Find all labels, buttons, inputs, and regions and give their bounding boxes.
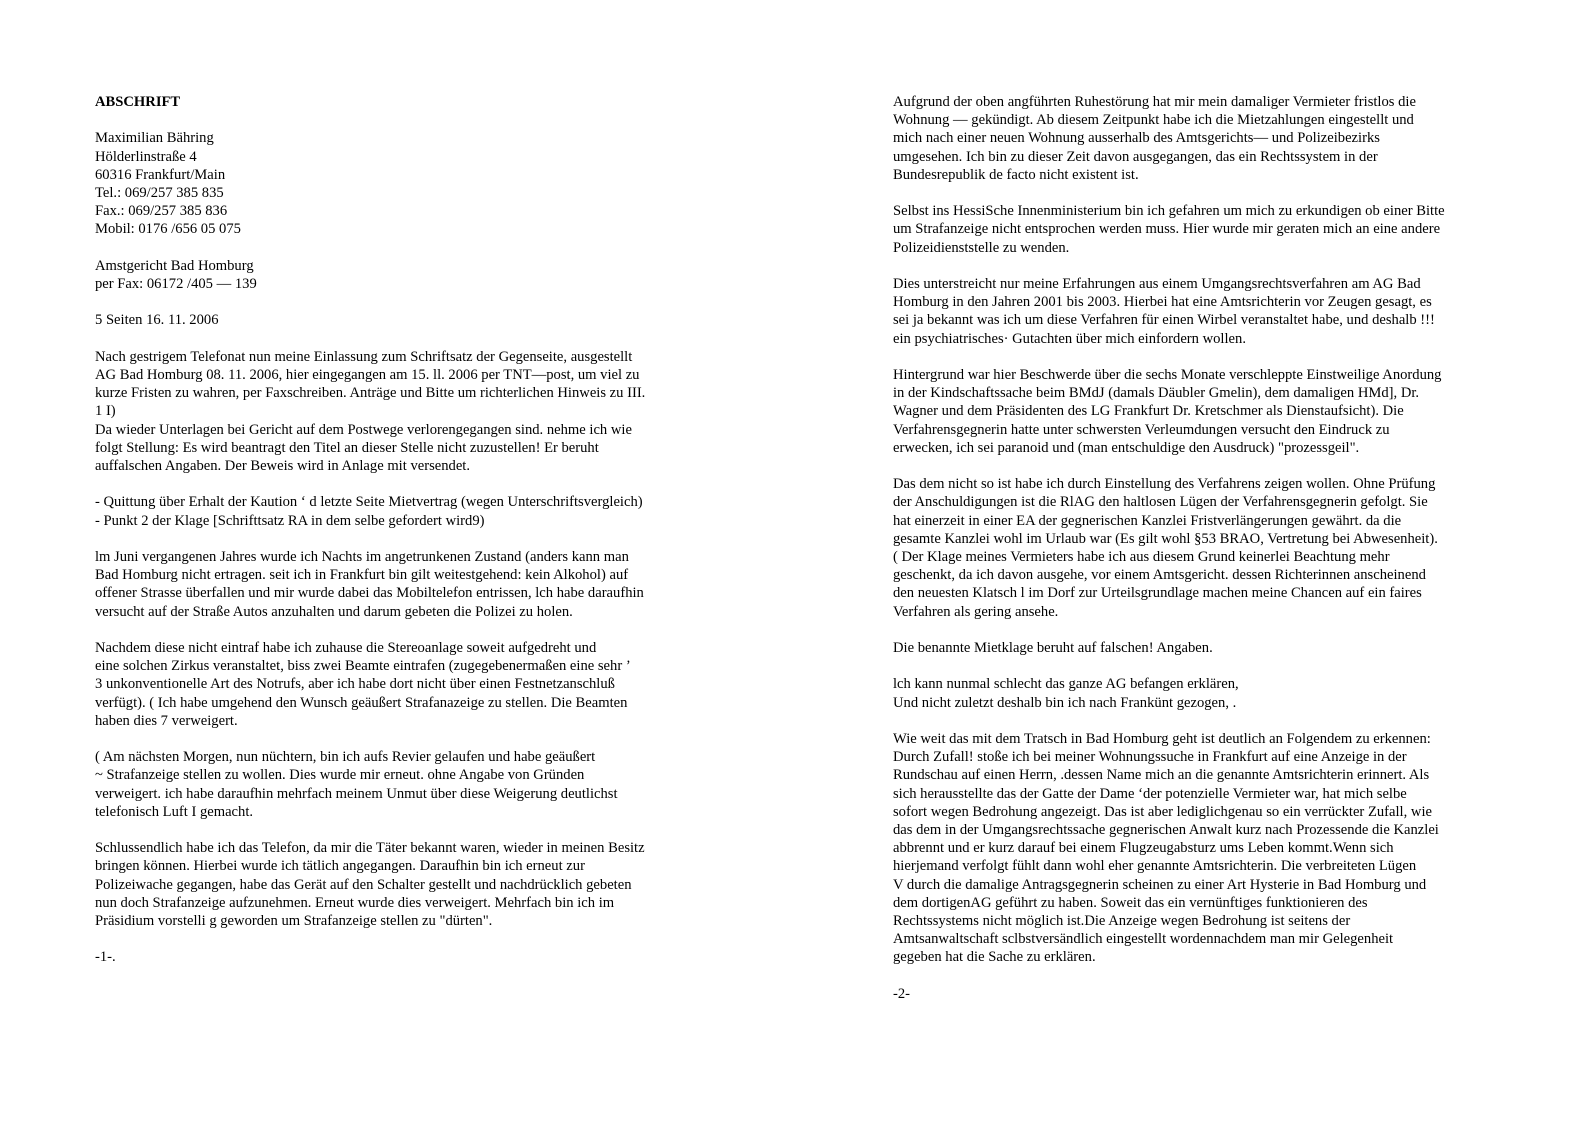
text-line: Präsidium vorstelli g geworden um Strafanzeige stellen zu "dürten". xyxy=(95,913,493,929)
text-line: erwecken, ich sei paranoid und (man entschuldige den Ausdruck) "prozessgeil". xyxy=(893,439,1360,456)
text-line: Das dem nicht so ist habe ich durch Einstellung des Verfahrens zeigen wollen. Ohne Prüfung xyxy=(893,476,1436,493)
recipient-name: Amstgericht Bad Homburg xyxy=(95,257,254,274)
text-line: sich herausstellte das der Gatte der Dame ‘der potenzielle Vermieter war, hat mich selbe xyxy=(893,785,1407,802)
text-line: 3 unkonventionelle Art des Notrufs, aber ich habe dort nicht über einen Festnetzanschluß xyxy=(95,676,615,693)
text-line: telefonisch Luft I gemacht. xyxy=(95,803,254,820)
text-line: Wie weit das mit dem Tratsch in Bad Homburg geht ist deutlich an Folgendem zu erkennen: xyxy=(893,731,1431,747)
text-line: in der Kindschaftssache beim BMdJ (damals Däubler Gmelin), dem damaligen HMd], Dr. xyxy=(893,385,1420,402)
sender-fax: Fax.: 069/257 385 836 xyxy=(95,203,228,220)
text-line: der Anschuldigungen ist die RlAG den haltlosen Lügen der Verfahrensgegnerin gefolgt. Sie xyxy=(893,494,1428,511)
paragraph xyxy=(893,275,1533,348)
text-line: Verfahren als gering ansehe. xyxy=(893,603,1059,620)
sender-street: Hölderlinstraße 4 xyxy=(95,148,197,165)
text-line: Polizeidienststelle zu wenden. xyxy=(893,239,1070,256)
text-line: Aufgrund der oben angführten Ruhestörung hat mir mein damaliger Vermieter fristlos die xyxy=(893,94,1416,110)
paragraph xyxy=(95,548,715,621)
text-line: gegeben hat die Sache zu erklären. xyxy=(893,949,1096,966)
text-line: 1 I) xyxy=(95,403,116,420)
text-line: Wohnung — gekündigt. Ab diesem Zeitpunkt habe ich die Mietzahlungen eingestellt und xyxy=(893,112,1414,129)
paragraph xyxy=(95,639,715,730)
text-line: den neuesten Klatsch l im Dorf zur Urteilsgrundlage machen meine Chancen auf ein faires xyxy=(893,585,1422,602)
page-number-text: -1-. xyxy=(95,949,116,966)
list-item: - Punkt 2 der Klage [Schrifttsatz RA in dem selbe gefordert wird9) xyxy=(95,512,485,529)
enclosure-list xyxy=(95,493,715,529)
document-heading xyxy=(95,93,715,111)
text-line: mich nach einer neuen Wohnung ausserhalb des Amtsgerichts— und Polizeibezirks xyxy=(893,130,1380,147)
paragraph xyxy=(893,475,1533,621)
text-line: versucht auf der Straße Autos anzuhalten und darum gebeten die Polizei zu holen. xyxy=(95,603,573,620)
recipient-fax: per Fax: 06172 /405 — 139 xyxy=(95,276,257,292)
text-line: das dem in der Umgangsrechtssache gegnerischen Anwalt kurz nach Prozessende die Kanzlei xyxy=(893,822,1439,839)
recipient-address xyxy=(95,257,715,293)
text-line: V durch die damalige Antragsgegnerin scheinen zu einer Art Hysterie in Bad Homburg und xyxy=(893,876,1427,893)
text-line: ~ Strafanzeige stellen zu wollen. Dies wurde mir erneut. ohne Angabe von Gründen xyxy=(95,767,585,784)
text-line: AG Bad Homburg 08. 11. 2006, hier eingegangen am 15. ll. 2006 per TNT—post, um viel zu xyxy=(95,366,640,383)
text-line: Polizeiwache gegangen, habe das Gerät auf den Schalter gestellt und nachdrücklich gebeten xyxy=(95,876,632,893)
text-line: Schlussendlich habe ich das Telefon, da mir die Täter bekannt waren, wieder in meinen Besitz xyxy=(95,840,645,857)
text-line: Die benannte Mietklage beruht auf falschen! Angaben. xyxy=(893,640,1213,657)
text-line: sei ja bekannt was ich um diese Verfahren für einen Wirbel veranstaltet habe, und deshalb !!! xyxy=(893,312,1435,329)
sender-mobile: Mobil: 0176 /656 05 075 xyxy=(95,221,241,238)
text-line: Und nicht zuletzt deshalb bin ich nach Frankünt gezogen, . xyxy=(893,694,1237,711)
sender-phone: Tel.: 069/257 385 835 xyxy=(95,185,224,201)
text-line: bringen können. Hierbei wurde ich tätlich angegangen. Daraufhin bin ich erneut zur xyxy=(95,858,585,875)
text-line: hierjemand verfolgt fühlt dann wohl eher genannte Amtsrichterin. Die verbreiteten Lügen xyxy=(893,858,1417,875)
paragraph xyxy=(893,202,1533,257)
sender-name: Maximilian Bähring xyxy=(95,130,214,147)
text-line: gesamte Kanzlei wohl im Urlaub war (Es gilt wohl §53 BRAO, Vertretung bei Abwesenheit). xyxy=(893,530,1438,547)
text-line: ein psychiatrisches· Gutachten über mich einfordern wollen. xyxy=(893,330,1246,347)
text-line: offener Strasse überfallen und mir wurde dabei das Mobiltelefon entrissen, lch habe daraufhin xyxy=(95,585,644,602)
text-line: Bundesrepublik de facto nicht existent ist. xyxy=(893,166,1139,183)
sender-address xyxy=(95,129,715,238)
text-line: Homburg in den Jahren 2001 bis 2003. Hierbei hat eine Amtsrichterin vor Zeugen gesagt, es xyxy=(893,294,1432,311)
paragraph xyxy=(893,93,1533,184)
text-line: Verfahrensgegnerin hatte unter schwersten Verleumdungen versucht den Eindruck zu xyxy=(893,421,1390,438)
text-line: Bad Homburg nicht ertragen. seit ich in Frankfurt bin gilt weitestgehend: kein Alkohol) auf xyxy=(95,567,629,584)
text-line: sofort wegen Bedrohung angezeigt. Das ist aber lediglichgenau so ein verrückter Zufall, wie xyxy=(893,803,1432,820)
text-line: kurze Fristen zu wahren, per Faxschreiben. Anträge und Bitte um richterlichen Hinweis zu III. xyxy=(95,385,646,402)
text-line: eine solchen Zirkus veranstaltet, biss zwei Beamte eintrafen (zugegebenermaßen eine sehr ’ xyxy=(95,658,631,675)
date-text: 5 Seiten 16. 11. 2006 xyxy=(95,312,219,329)
sender-city: 60316 Frankfurt/Main xyxy=(95,166,226,183)
text-line: verweigert. ich habe daraufhin mehrfach meinem Unmut über diese Weigerung deutlichst xyxy=(95,785,618,802)
text-line: dem dortigenAG geführt zu haben. Soweit das ein vernünftiges funktionieren des xyxy=(893,894,1368,911)
text-line: auffalschen Angaben. Der Beweis wird in Anlage mit versendet. xyxy=(95,458,471,474)
document-page-2 xyxy=(893,93,1533,1021)
paragraph xyxy=(893,639,1533,657)
text-line: Hintergrund war hier Beschwerde über die sechs Monate verschleppte Einstweilige Anordung xyxy=(893,367,1442,383)
paragraph xyxy=(95,348,715,475)
date-line xyxy=(95,311,715,329)
page-number xyxy=(893,985,1533,1003)
text-line: lch kann nunmal schlecht das ganze AG befangen erklären, xyxy=(893,676,1239,693)
paragraph xyxy=(95,839,715,930)
text-line: Durch Zufall! stoße ich bei meiner Wohnungssuche in Frankfurt auf eine Anzeige in der xyxy=(893,749,1407,766)
text-line: Dies unterstreicht nur meine Erfahrungen aus einem Umgangsrechtsverfahren am AG Bad xyxy=(893,276,1421,292)
paragraph xyxy=(893,675,1533,711)
text-line: folgt Stellung: Es wird beantragt den Titel an dieser Stelle nicht zuzustellen! Er beruht xyxy=(95,439,599,456)
text-line: Amtsanwaltschaft sclbstversändlich eingestellt wordennachdem man mir Gelegenheit xyxy=(893,931,1394,948)
text-line: verfügt). ( Ich habe umgehend den Wunsch geäußert Strafanazeige zu stellen. Die Beamten xyxy=(95,694,628,711)
text-line: Nach gestrigem Telefonat nun meine Einlassung zum Schriftsatz der Gegenseite, ausgestellt xyxy=(95,348,633,365)
text-line: hat einerzeit in einer EA der gegnerischen Kanzlei Fristverlängerungen gewährt. da die xyxy=(893,512,1402,529)
page-number-text: -2- xyxy=(893,985,911,1002)
heading-text: ABSCHRIFT xyxy=(95,94,181,110)
list-item: - Quittung über Erhalt der Kaution ‘ d letzte Seite Mietvertrag (wegen Unterschriftsvergleich) xyxy=(95,494,643,511)
text-line: Da wieder Unterlagen bei Gericht auf dem Postwege verlorengegangen sind. nehme ich wie xyxy=(95,421,632,438)
page-number xyxy=(95,948,715,966)
text-line: abbrennt und er kurz darauf bei einem Flugzeugabsturz ums Leben kommt.Wenn sich xyxy=(893,840,1394,857)
text-line: haben dies 7 verweigert. xyxy=(95,712,238,729)
text-line: Rechtssystems nicht möglich ist.Die Anzeige wegen Bedrohung ist seitens der xyxy=(893,913,1351,930)
text-line: ( Am nächsten Morgen, nun nüchtern, bin ich aufs Revier gelaufen und habe geäußert xyxy=(95,749,596,766)
text-line: nun doch Strafanzeige aufzunehmen. Erneut wurde dies verweigert. Mehrfach bin ich im xyxy=(95,894,615,911)
text-line: ( Der Klage meines Vermieters habe ich aus diesem Grund keinerlei Beachtung mehr xyxy=(893,549,1390,566)
paragraph xyxy=(95,748,715,821)
text-line: Rundschau auf einen Herrn, .dessen Name mich an die genannte Amtsrichterin erinnert. Als xyxy=(893,767,1430,784)
text-line: Selbst ins HessiSche Innenministerium bin ich gefahren um mich zu erkundigen ob einer Bitte xyxy=(893,203,1445,220)
text-line: Nachdem diese nicht eintraf habe ich zuhause die Stereoanlage soweit aufgedreht und xyxy=(95,639,597,656)
document-page-1 xyxy=(95,93,715,985)
paragraph xyxy=(893,366,1533,457)
paragraph xyxy=(893,730,1533,967)
text-line: lm Juni vergangenen Jahres wurde ich Nachts im angetrunkenen Zustand (anders kann man xyxy=(95,548,629,565)
text-line: geschenkt, da ich davon ausgehe, vor einem Amtsgericht. dessen Richterinnen anscheinend xyxy=(893,567,1426,584)
text-line: Wagner und dem Präsidenten des LG Frankfurt Dr. Kretschmer als Dienstaufsicht). Die xyxy=(893,403,1404,420)
text-line: um Strafanzeige nicht entsprochen werden muss. Hier wurde mir geraten mich an eine andere xyxy=(893,221,1441,238)
text-line: umgesehen. Ich bin zu dieser Zeit davon ausgegangen, das ein Rechtssystem in der xyxy=(893,148,1378,165)
